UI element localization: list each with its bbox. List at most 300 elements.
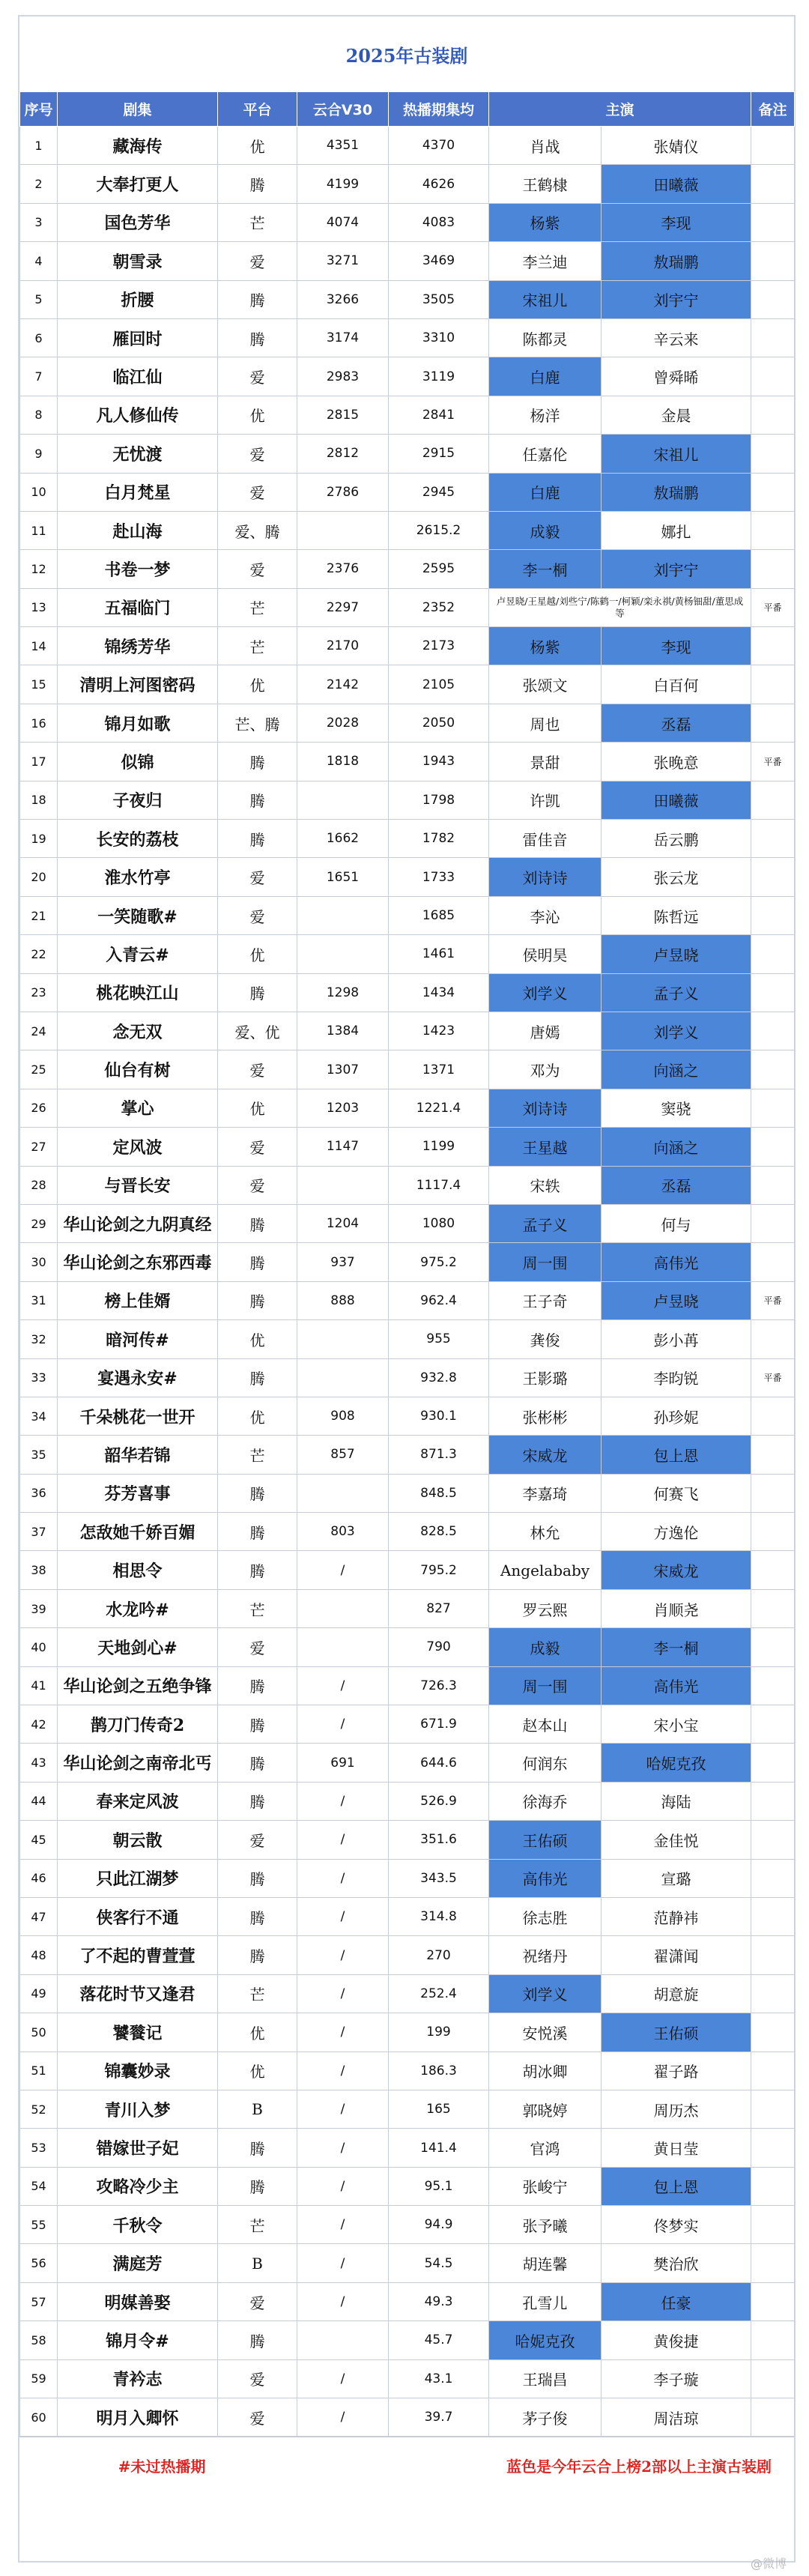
platform: 腾	[218, 1474, 297, 1512]
hot-avg: 2595	[389, 550, 489, 588]
platform: 爱	[218, 1628, 297, 1666]
hot-avg: 1221.4	[389, 1089, 489, 1127]
lead-actor-1: 胡冰卿	[489, 2052, 602, 2090]
hot-avg: 2352	[389, 588, 489, 626]
row-number: 50	[20, 2013, 58, 2052]
platform: 优	[218, 935, 297, 973]
yunhe-v30: 857	[297, 1436, 389, 1474]
table-row	[20, 1744, 795, 1782]
platform: 腾	[218, 1897, 297, 1935]
table-row	[20, 2398, 795, 2437]
platform: 腾	[218, 1513, 297, 1551]
row-number: 48	[20, 1936, 58, 1974]
drama-name: 锦月如歌	[58, 704, 218, 742]
row-number: 11	[20, 511, 58, 549]
lead-actor-2: 刘宇宁	[602, 550, 751, 588]
row-number: 35	[20, 1436, 58, 1474]
lead-actor-2: 田曦薇	[602, 165, 751, 203]
drama-name: 仙台有树	[58, 1050, 218, 1089]
note	[751, 935, 795, 973]
row-number: 19	[20, 820, 58, 858]
platform: 芒	[218, 1974, 297, 2013]
platform: 爱	[218, 1821, 297, 1859]
platform: 芒	[218, 203, 297, 241]
yunhe-v30	[297, 896, 389, 934]
row-number: 14	[20, 627, 58, 665]
yunhe-v30: 1298	[297, 973, 389, 1012]
row-number: 15	[20, 665, 58, 704]
note	[751, 1050, 795, 1089]
table-row	[20, 1281, 795, 1319]
platform: 芒	[218, 2206, 297, 2244]
hot-avg: 39.7	[389, 2398, 489, 2437]
lead-actor-2: 向涵之	[602, 1050, 751, 1089]
lead-actor-2: 何与	[602, 1204, 751, 1242]
platform: 腾	[218, 165, 297, 203]
hot-avg: 2105	[389, 665, 489, 704]
table-row	[20, 627, 795, 665]
row-number: 6	[20, 318, 58, 357]
lead-actor-2: 胡意旋	[602, 1974, 751, 2013]
row-number: 26	[20, 1089, 58, 1127]
lead-actor-1: 孟子义	[489, 1204, 602, 1242]
hot-avg: 4626	[389, 165, 489, 203]
lead-actor-2: 张婧仪	[602, 127, 751, 165]
table-row	[20, 550, 795, 588]
platform: 爱	[218, 2282, 297, 2320]
lead-actor-2: 李子璇	[602, 2359, 751, 2398]
yunhe-v30: 1818	[297, 743, 389, 781]
note	[751, 858, 795, 896]
platform: 优	[218, 396, 297, 434]
platform: B	[218, 2090, 297, 2128]
drama-name: 清明上河图密码	[58, 665, 218, 704]
drama-name: 了不起的曹萱萱	[58, 1936, 218, 1974]
table-row	[20, 1436, 795, 1474]
table-row	[20, 896, 795, 934]
row-number: 58	[20, 2321, 58, 2359]
lead-actor-1: 赵本山	[489, 1705, 602, 1744]
drama-name: 华山论剑之五绝争锋	[58, 1666, 218, 1705]
drama-name: 书卷一梦	[58, 550, 218, 588]
hot-avg: 871.3	[389, 1436, 489, 1474]
table-row	[20, 280, 795, 318]
lead-actor-2: 翟潇闻	[602, 1936, 751, 1974]
lead-actor-2: 佟梦实	[602, 2206, 751, 2244]
hot-avg: 1117.4	[389, 1166, 489, 1204]
platform: 腾	[218, 2321, 297, 2359]
table-row	[20, 1089, 795, 1127]
table-row	[20, 318, 795, 357]
lead-actor-2: 金晨	[602, 396, 751, 434]
drama-name: 侠客行不通	[58, 1897, 218, 1935]
row-number: 41	[20, 1666, 58, 1705]
lead-actor-2: 方逸伦	[602, 1513, 751, 1551]
platform: 腾	[218, 1666, 297, 1705]
hot-avg: 975.2	[389, 1243, 489, 1281]
hot-avg: 343.5	[389, 1859, 489, 1897]
row-number: 34	[20, 1397, 58, 1435]
table-row	[20, 1474, 795, 1512]
platform: 爱	[218, 473, 297, 511]
row-number: 13	[20, 588, 58, 626]
table-row	[20, 2321, 795, 2359]
platform: 腾	[218, 1204, 297, 1242]
note	[751, 2013, 795, 2052]
yunhe-v30: 3174	[297, 318, 389, 357]
table-row	[20, 473, 795, 511]
table-row	[20, 2359, 795, 2398]
table-row	[20, 858, 795, 896]
table-row	[20, 1666, 795, 1705]
lead-actor-1: 陈都灵	[489, 318, 602, 357]
row-number: 59	[20, 2359, 58, 2398]
note	[751, 1204, 795, 1242]
lead-actor-2: 丞磊	[602, 1166, 751, 1204]
lead-actor-2: 田曦薇	[602, 781, 751, 819]
platform: 腾	[218, 1744, 297, 1782]
table-row	[20, 511, 795, 549]
row-number: 9	[20, 435, 58, 473]
drama-name: 念无双	[58, 1012, 218, 1050]
yunhe-v30: 4351	[297, 127, 389, 165]
table-row	[20, 1358, 795, 1397]
table-row	[20, 2013, 795, 2052]
row-number: 5	[20, 280, 58, 318]
table-row	[20, 1859, 795, 1897]
table-row	[20, 1320, 795, 1358]
yunhe-v30	[297, 1166, 389, 1204]
hot-avg: 848.5	[389, 1474, 489, 1512]
hot-avg: 828.5	[389, 1513, 489, 1551]
yunhe-v30: 1384	[297, 1012, 389, 1050]
hot-avg: 1782	[389, 820, 489, 858]
drama-name: 掌心	[58, 1089, 218, 1127]
drama-name: 暗河传#	[58, 1320, 218, 1358]
row-number: 20	[20, 858, 58, 896]
lead-actor-2: 哈妮克孜	[602, 1744, 751, 1782]
yunhe-v30: /	[297, 2282, 389, 2320]
drama-name: 朝云散	[58, 1821, 218, 1859]
hot-avg: 932.8	[389, 1358, 489, 1397]
table-row	[20, 2052, 795, 2090]
table-row	[20, 1050, 795, 1089]
yunhe-v30: 1203	[297, 1089, 389, 1127]
yunhe-v30	[297, 1320, 389, 1358]
drama-name: 无忧渡	[58, 435, 218, 473]
yunhe-v30: 1147	[297, 1128, 389, 1166]
row-number: 49	[20, 1974, 58, 2013]
row-number: 28	[20, 1166, 58, 1204]
yunhe-v30: 888	[297, 1281, 389, 1319]
drama-name: 宴遇永安#	[58, 1358, 218, 1397]
drama-name: 临江仙	[58, 357, 218, 396]
table-row	[20, 2129, 795, 2167]
lead-actor-2: 宋祖儿	[602, 435, 751, 473]
lead-actor-1: 何润东	[489, 1744, 602, 1782]
hot-avg: 1199	[389, 1128, 489, 1166]
drama-name: 赴山海	[58, 511, 218, 549]
drama-name: 似锦	[58, 743, 218, 781]
lead-actor-1: 郭晓婷	[489, 2090, 602, 2128]
note	[751, 1974, 795, 2013]
hot-avg: 186.3	[389, 2052, 489, 2090]
table-row	[20, 357, 795, 396]
drama-name: 白月梵星	[58, 473, 218, 511]
row-number: 3	[20, 203, 58, 241]
lead-actor-2: 任豪	[602, 2282, 751, 2320]
lead-actor-2: 海陆	[602, 1782, 751, 1820]
note: 平番	[751, 1281, 795, 1319]
platform: 芒	[218, 627, 297, 665]
note	[751, 473, 795, 511]
hot-avg: 54.5	[389, 2244, 489, 2282]
note	[751, 2167, 795, 2205]
lead-actor-2: 包上恩	[602, 1436, 751, 1474]
lead-actor-1: 肖战	[489, 127, 602, 165]
lead-actor-2: 范静祎	[602, 1897, 751, 1935]
platform: 芒	[218, 1436, 297, 1474]
lead-actor-2: 彭小苒	[602, 1320, 751, 1358]
yunhe-v30: 2812	[297, 435, 389, 473]
drama-name: 与晋长安	[58, 1166, 218, 1204]
table-row	[20, 665, 795, 704]
lead-actor-1: 杨紫	[489, 627, 602, 665]
yunhe-v30: /	[297, 2090, 389, 2128]
row-number: 17	[20, 743, 58, 781]
lead-actor-2: 向涵之	[602, 1128, 751, 1166]
note	[751, 2129, 795, 2167]
drama-name: 怎敌她千娇百媚	[58, 1513, 218, 1551]
footer-legend-blue: 蓝色是今年云合上榜2部以上主演古装剧	[506, 2458, 772, 2476]
drama-name: 五福临门	[58, 588, 218, 626]
platform: 腾	[218, 1281, 297, 1319]
platform: 爱	[218, 1166, 297, 1204]
table-row	[20, 588, 795, 626]
yunhe-v30	[297, 1628, 389, 1666]
note	[751, 2321, 795, 2359]
table-row	[20, 2244, 795, 2282]
lead-actor-2: 李现	[602, 627, 751, 665]
drama-name: 一笑随歌#	[58, 896, 218, 934]
table-row	[20, 1397, 795, 1435]
note: 平番	[751, 743, 795, 781]
lead-actor-1: 王瑞昌	[489, 2359, 602, 2398]
platform: 腾	[218, 2167, 297, 2205]
hot-avg: 1371	[389, 1050, 489, 1089]
header-platform: 平台	[218, 92, 297, 127]
note	[751, 781, 795, 819]
drama-name: 只此江湖梦	[58, 1859, 218, 1897]
lead-actor-1: 徐志胜	[489, 1897, 602, 1935]
drama-name: 错嫁世子妃	[58, 2129, 218, 2167]
note	[751, 1666, 795, 1705]
yunhe-v30: 2297	[297, 588, 389, 626]
yunhe-v30: 2028	[297, 704, 389, 742]
hot-avg: 2173	[389, 627, 489, 665]
drama-name: 水龙吟#	[58, 1589, 218, 1627]
note	[751, 1705, 795, 1744]
row-number: 47	[20, 1897, 58, 1935]
row-number: 44	[20, 1782, 58, 1820]
hot-avg: 1798	[389, 781, 489, 819]
lead-actor-2: 翟子路	[602, 2052, 751, 2090]
note	[751, 665, 795, 704]
table-row	[20, 973, 795, 1012]
lead-actor-1: 祝绪丹	[489, 1936, 602, 1974]
lead-actor-1: 官鸿	[489, 2129, 602, 2167]
note	[751, 896, 795, 934]
drama-table	[19, 91, 795, 2437]
row-number: 40	[20, 1628, 58, 1666]
lead-actor-1: 张颂文	[489, 665, 602, 704]
drama-name: 榜上佳婿	[58, 1281, 218, 1319]
lead-actor-2: 王佑硕	[602, 2013, 751, 2052]
lead-actor-1: 周一围	[489, 1666, 602, 1705]
table-row	[20, 1897, 795, 1935]
lead-actor-1: 李沁	[489, 896, 602, 934]
platform: 腾	[218, 1358, 297, 1397]
yunhe-v30: 2786	[297, 473, 389, 511]
table-row	[20, 935, 795, 973]
table-row	[20, 396, 795, 434]
table-row	[20, 2090, 795, 2128]
note	[751, 1012, 795, 1050]
table-row	[20, 1782, 795, 1820]
yunhe-v30: /	[297, 1821, 389, 1859]
lead-actor-2: 宣璐	[602, 1859, 751, 1897]
row-number: 7	[20, 357, 58, 396]
hot-avg: 795.2	[389, 1551, 489, 1589]
lead-actor-2: 卢昱晓	[602, 935, 751, 973]
table-row	[20, 1936, 795, 1974]
hot-avg: 1685	[389, 896, 489, 934]
lead-actor-2: 宋威龙	[602, 1551, 751, 1589]
hot-avg: 526.9	[389, 1782, 489, 1820]
note	[751, 280, 795, 318]
row-number: 46	[20, 1859, 58, 1897]
lead-actor-2: 敖瑞鹏	[602, 242, 751, 280]
platform: 优	[218, 1089, 297, 1127]
note	[751, 203, 795, 241]
hot-avg: 2945	[389, 473, 489, 511]
platform: 优	[218, 1320, 297, 1358]
platform: 爱	[218, 896, 297, 934]
lead-actor-2: 黄日莹	[602, 2129, 751, 2167]
platform: 腾	[218, 820, 297, 858]
yunhe-v30: 908	[297, 1397, 389, 1435]
platform: 优	[218, 1397, 297, 1435]
yunhe-v30: 4074	[297, 203, 389, 241]
yunhe-v30: /	[297, 1859, 389, 1897]
note	[751, 2359, 795, 2398]
drama-name: 朝雪录	[58, 242, 218, 280]
row-number: 39	[20, 1589, 58, 1627]
lead-actor-2: 高伟光	[602, 1666, 751, 1705]
platform: 爱	[218, 2398, 297, 2437]
note	[751, 1397, 795, 1435]
lead-actor-1: 胡连馨	[489, 2244, 602, 2282]
hot-avg: 3310	[389, 318, 489, 357]
lead-actor-2: 金佳悦	[602, 1821, 751, 1859]
note	[751, 1166, 795, 1204]
yunhe-v30: /	[297, 2052, 389, 2090]
note	[751, 1513, 795, 1551]
header-yunhe: 云合V30	[297, 92, 389, 127]
lead-actor-2: 周洁琼	[602, 2398, 751, 2437]
hot-avg: 270	[389, 1936, 489, 1974]
yunhe-v30	[297, 2321, 389, 2359]
yunhe-v30: /	[297, 1974, 389, 2013]
note	[751, 550, 795, 588]
header-actors: 主演	[489, 92, 751, 127]
table-row	[20, 781, 795, 819]
drama-name: 相思令	[58, 1551, 218, 1589]
yunhe-v30: 2142	[297, 665, 389, 704]
header-hot: 热播期集均	[389, 92, 489, 127]
row-number: 4	[20, 242, 58, 280]
note	[751, 1782, 795, 1820]
yunhe-v30: 803	[297, 1513, 389, 1551]
drama-name: 子夜归	[58, 781, 218, 819]
table-row	[20, 1589, 795, 1627]
hot-avg: 141.4	[389, 2129, 489, 2167]
yunhe-v30	[297, 935, 389, 973]
table-row	[20, 1821, 795, 1859]
hot-avg: 790	[389, 1628, 489, 1666]
lead-actor-2: 孙珍妮	[602, 1397, 751, 1435]
lead-actor-1: 刘诗诗	[489, 1089, 602, 1127]
drama-name: 锦绣芳华	[58, 627, 218, 665]
lead-actor-2: 孟子义	[602, 973, 751, 1012]
note	[751, 318, 795, 357]
yunhe-v30	[297, 1474, 389, 1512]
lead-actor-1: 王影璐	[489, 1358, 602, 1397]
yunhe-v30	[297, 1589, 389, 1627]
platform: 腾	[218, 743, 297, 781]
lead-actor-1: 雷佳音	[489, 820, 602, 858]
lead-actor-2: 李昀锐	[602, 1358, 751, 1397]
yunhe-v30: /	[297, 2398, 389, 2437]
row-number: 22	[20, 935, 58, 973]
note	[751, 2052, 795, 2090]
platform: 爱、优	[218, 1012, 297, 1050]
yunhe-v30: 2983	[297, 357, 389, 396]
lead-actor-2: 陈哲远	[602, 896, 751, 934]
hot-avg: 2615.2	[389, 511, 489, 549]
platform: 爱	[218, 1050, 297, 1089]
hot-avg: 3119	[389, 357, 489, 396]
table-body	[20, 127, 795, 2437]
lead-actor-1: 王鹤棣	[489, 165, 602, 203]
platform: 腾	[218, 1859, 297, 1897]
row-number: 60	[20, 2398, 58, 2437]
drama-name: 韶华若锦	[58, 1436, 218, 1474]
hot-avg: 726.3	[389, 1666, 489, 1705]
hot-avg: 827	[389, 1589, 489, 1627]
row-number: 12	[20, 550, 58, 588]
yunhe-v30: 1651	[297, 858, 389, 896]
yunhe-v30: /	[297, 2129, 389, 2167]
drama-name: 雁回时	[58, 318, 218, 357]
hot-avg: 1733	[389, 858, 489, 896]
table-row	[20, 165, 795, 203]
hot-avg: 1434	[389, 973, 489, 1012]
row-number: 52	[20, 2090, 58, 2128]
note	[751, 357, 795, 396]
platform: 爱	[218, 357, 297, 396]
lead-actor-1: 白鹿	[489, 357, 602, 396]
